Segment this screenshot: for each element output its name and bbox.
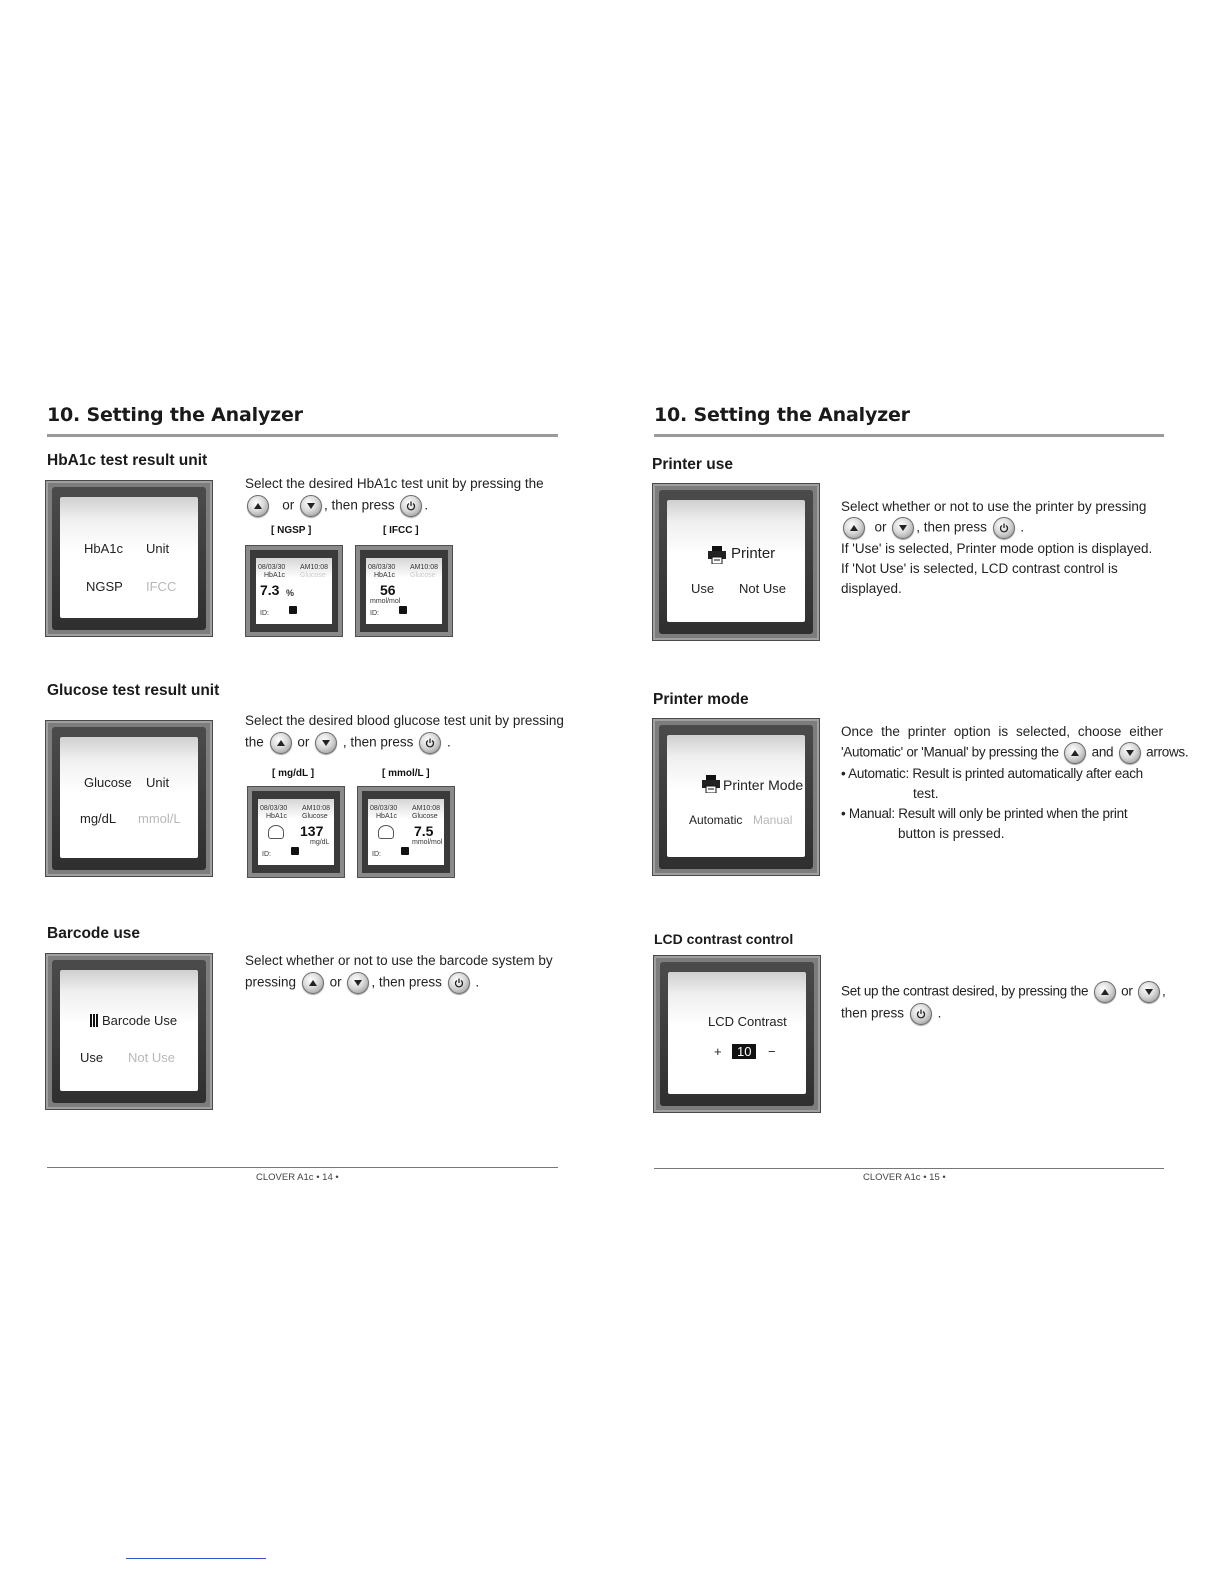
printer-use-screen — [652, 483, 820, 641]
text: , then press — [342, 734, 414, 750]
lcd-contrast-screen — [653, 955, 821, 1113]
right-footer-rule — [654, 1168, 1164, 1169]
up-arrow-icon — [270, 732, 292, 754]
tab-hba1c: HbA1c — [264, 572, 286, 579]
screen-option: Manual — [753, 813, 793, 827]
hba1c-unit-screen — [45, 480, 213, 637]
time: AM10:08 — [412, 805, 441, 812]
screen-option: Not Use — [128, 1050, 175, 1065]
screen-label: LCD Contrast — [708, 1014, 787, 1029]
power-icon — [419, 732, 441, 754]
down-arrow-icon — [1119, 742, 1141, 764]
mgdl-result-screen — [247, 786, 345, 878]
text: test. — [913, 786, 939, 801]
printer-use-heading: Printer use — [652, 456, 733, 473]
printer-icon — [707, 546, 727, 564]
text: Once the printer option is selected, choose either — [841, 724, 1163, 739]
text: If 'Not Use' is selected, LCD contrast control is — [841, 561, 1118, 576]
text: then press — [841, 1005, 905, 1021]
text: . — [475, 974, 480, 990]
up-arrow-icon — [1064, 742, 1086, 764]
printer-icon — [701, 775, 721, 793]
text: Select whether or not to use the barcode system by — [245, 953, 553, 968]
date: 08/03/30 — [258, 564, 286, 571]
barcode-icon — [90, 1014, 98, 1027]
text: , then press — [371, 974, 442, 990]
screen-option-selected: mg/dL — [80, 811, 117, 826]
result-unit: mg/dL — [310, 839, 330, 846]
lcd-contrast-heading: LCD contrast control — [654, 931, 794, 947]
id-label: ID: — [372, 851, 381, 858]
contrast-plus: + — [714, 1044, 722, 1059]
glucose-drop-icon — [378, 825, 394, 839]
text: the — [245, 734, 264, 750]
up-arrow-icon — [1094, 981, 1116, 1003]
id-label: ID: — [260, 610, 269, 617]
result-unit: mmol/mol — [412, 839, 443, 846]
down-arrow-icon — [892, 517, 914, 539]
lcd-contrast-instructions — [841, 981, 1165, 1025]
screen-label: Printer — [731, 545, 776, 562]
id-label: ID: — [262, 851, 271, 858]
text: or — [874, 519, 887, 535]
printer-icon — [291, 847, 299, 855]
glucose-unit-screen — [45, 720, 213, 877]
barcode-use-screen — [45, 953, 213, 1110]
hba1c-instructions — [245, 474, 544, 517]
date: 08/03/30 — [370, 805, 398, 812]
power-icon — [400, 495, 422, 517]
contrast-value: 10 — [732, 1044, 756, 1059]
glucose-instructions — [245, 711, 564, 754]
text: Select the desired HbA1c test unit by pressing the — [245, 476, 544, 491]
up-arrow-icon — [843, 517, 865, 539]
glucose-heading: Glucose test result unit — [47, 682, 220, 699]
power-icon — [993, 517, 1015, 539]
caption-ifcc: [ IFCC ] — [383, 525, 419, 536]
caption-mgdl: [ mg/dL ] — [272, 768, 315, 779]
tab-hba1c: HbA1c — [376, 813, 398, 820]
printer-icon — [401, 847, 409, 855]
screen-option: mmol/L — [138, 811, 181, 826]
result-unit: mmol/mol — [370, 598, 401, 605]
tab-glucose: Glucose — [300, 572, 326, 579]
text: pressing — [245, 974, 297, 990]
contrast-minus: − — [768, 1044, 776, 1059]
text: . — [424, 497, 429, 513]
text: and — [1091, 744, 1114, 760]
printer-mode-instructions — [841, 722, 1189, 844]
printer-mode-heading: Printer mode — [653, 691, 749, 708]
text: • Automatic: Result is printed automatically after each — [841, 766, 1143, 781]
text: . — [446, 734, 451, 750]
text: , then press — [916, 519, 987, 535]
down-arrow-icon — [1138, 981, 1160, 1003]
left-page-footer: CLOVER A1c • 14 • — [256, 1172, 339, 1183]
text: If 'Use' is selected, Printer mode option is displayed. — [841, 541, 1153, 556]
tab-hba1c: HbA1c — [266, 813, 288, 820]
up-arrow-icon — [247, 495, 269, 517]
left-page-title: 10. Setting the Analyzer — [47, 404, 303, 426]
barcode-heading: Barcode use — [47, 925, 141, 942]
up-arrow-icon — [302, 972, 324, 994]
printer-icon — [289, 606, 297, 614]
id-label: ID: — [370, 610, 379, 617]
printer-mode-screen — [652, 718, 820, 876]
mmol-result-screen — [357, 786, 455, 878]
caption-ngsp: [ NGSP ] — [271, 525, 312, 536]
date: 08/03/30 — [368, 564, 396, 571]
screen-label: Printer Mode — [723, 777, 804, 793]
down-arrow-icon — [315, 732, 337, 754]
screen-option: IFCC — [146, 579, 177, 594]
right-title-rule — [654, 434, 1164, 437]
text: Set up the contrast desired, by pressing the — [841, 983, 1089, 999]
power-icon — [910, 1003, 932, 1025]
screen-option-selected: Use — [80, 1050, 104, 1065]
hba1c-heading: HbA1c test result unit — [47, 452, 208, 469]
ngsp-result-screen — [245, 545, 343, 637]
ifcc-result-screen — [355, 545, 453, 637]
power-icon — [448, 972, 470, 994]
screen-option: Not Use — [739, 581, 786, 596]
text: 'Automatic' or 'Manual' by pressing the — [841, 744, 1059, 760]
text: Select whether or not to use the printer by pressing — [841, 499, 1147, 514]
printer-icon — [399, 606, 407, 614]
text: • Manual: Result will only be printed when the print — [841, 806, 1128, 821]
result-value: 7.5 — [414, 823, 434, 839]
right-page-footer: CLOVER A1c • 15 • — [863, 1172, 946, 1183]
screen-label: Glucose — [84, 775, 132, 790]
printer-use-instructions — [841, 497, 1152, 599]
screen-label: Unit — [146, 541, 170, 556]
text: , then press — [324, 497, 395, 513]
text: displayed. — [841, 581, 902, 596]
right-page-title: 10. Setting the Analyzer — [654, 404, 910, 426]
time: AM10:08 — [410, 564, 439, 571]
screen-option-selected: Use — [691, 581, 715, 596]
left-title-rule — [47, 434, 558, 437]
text: or — [297, 734, 310, 750]
down-arrow-icon — [300, 495, 322, 517]
tab-glucose: Glucose — [412, 813, 438, 820]
result-value: 137 — [300, 823, 324, 839]
result-value: 56 — [380, 582, 396, 598]
left-footer-rule — [47, 1167, 558, 1168]
down-arrow-icon — [347, 972, 369, 994]
bottom-underline — [126, 1558, 266, 1559]
text: , — [1161, 983, 1166, 999]
screen-option-selected: Automatic — [689, 813, 743, 827]
result-value: 7.3 — [260, 582, 280, 598]
barcode-instructions — [245, 951, 553, 994]
text: or — [1121, 983, 1133, 999]
text: button is pressed. — [898, 826, 1005, 841]
date: 08/03/30 — [260, 805, 288, 812]
time: AM10:08 — [300, 564, 329, 571]
text: . — [937, 1005, 942, 1021]
text: . — [1020, 519, 1025, 535]
glucose-drop-icon — [268, 825, 284, 839]
text: arrows. — [1146, 744, 1189, 760]
time: AM10:08 — [302, 805, 331, 812]
tab-hba1c: HbA1c — [374, 572, 396, 579]
text: or — [282, 497, 295, 513]
tab-glucose: Glucose — [410, 572, 436, 579]
screen-label: Unit — [146, 775, 170, 790]
tab-glucose: Glucose — [302, 813, 328, 820]
result-unit: % — [286, 588, 295, 598]
screen-label: Barcode Use — [102, 1013, 178, 1028]
text: Select the desired blood glucose test unit by pressing — [245, 713, 564, 728]
text: or — [329, 974, 342, 990]
screen-label: HbA1c — [84, 541, 124, 556]
screen-option-selected: NGSP — [86, 579, 123, 594]
caption-mmol: [ mmol/L ] — [382, 768, 430, 779]
